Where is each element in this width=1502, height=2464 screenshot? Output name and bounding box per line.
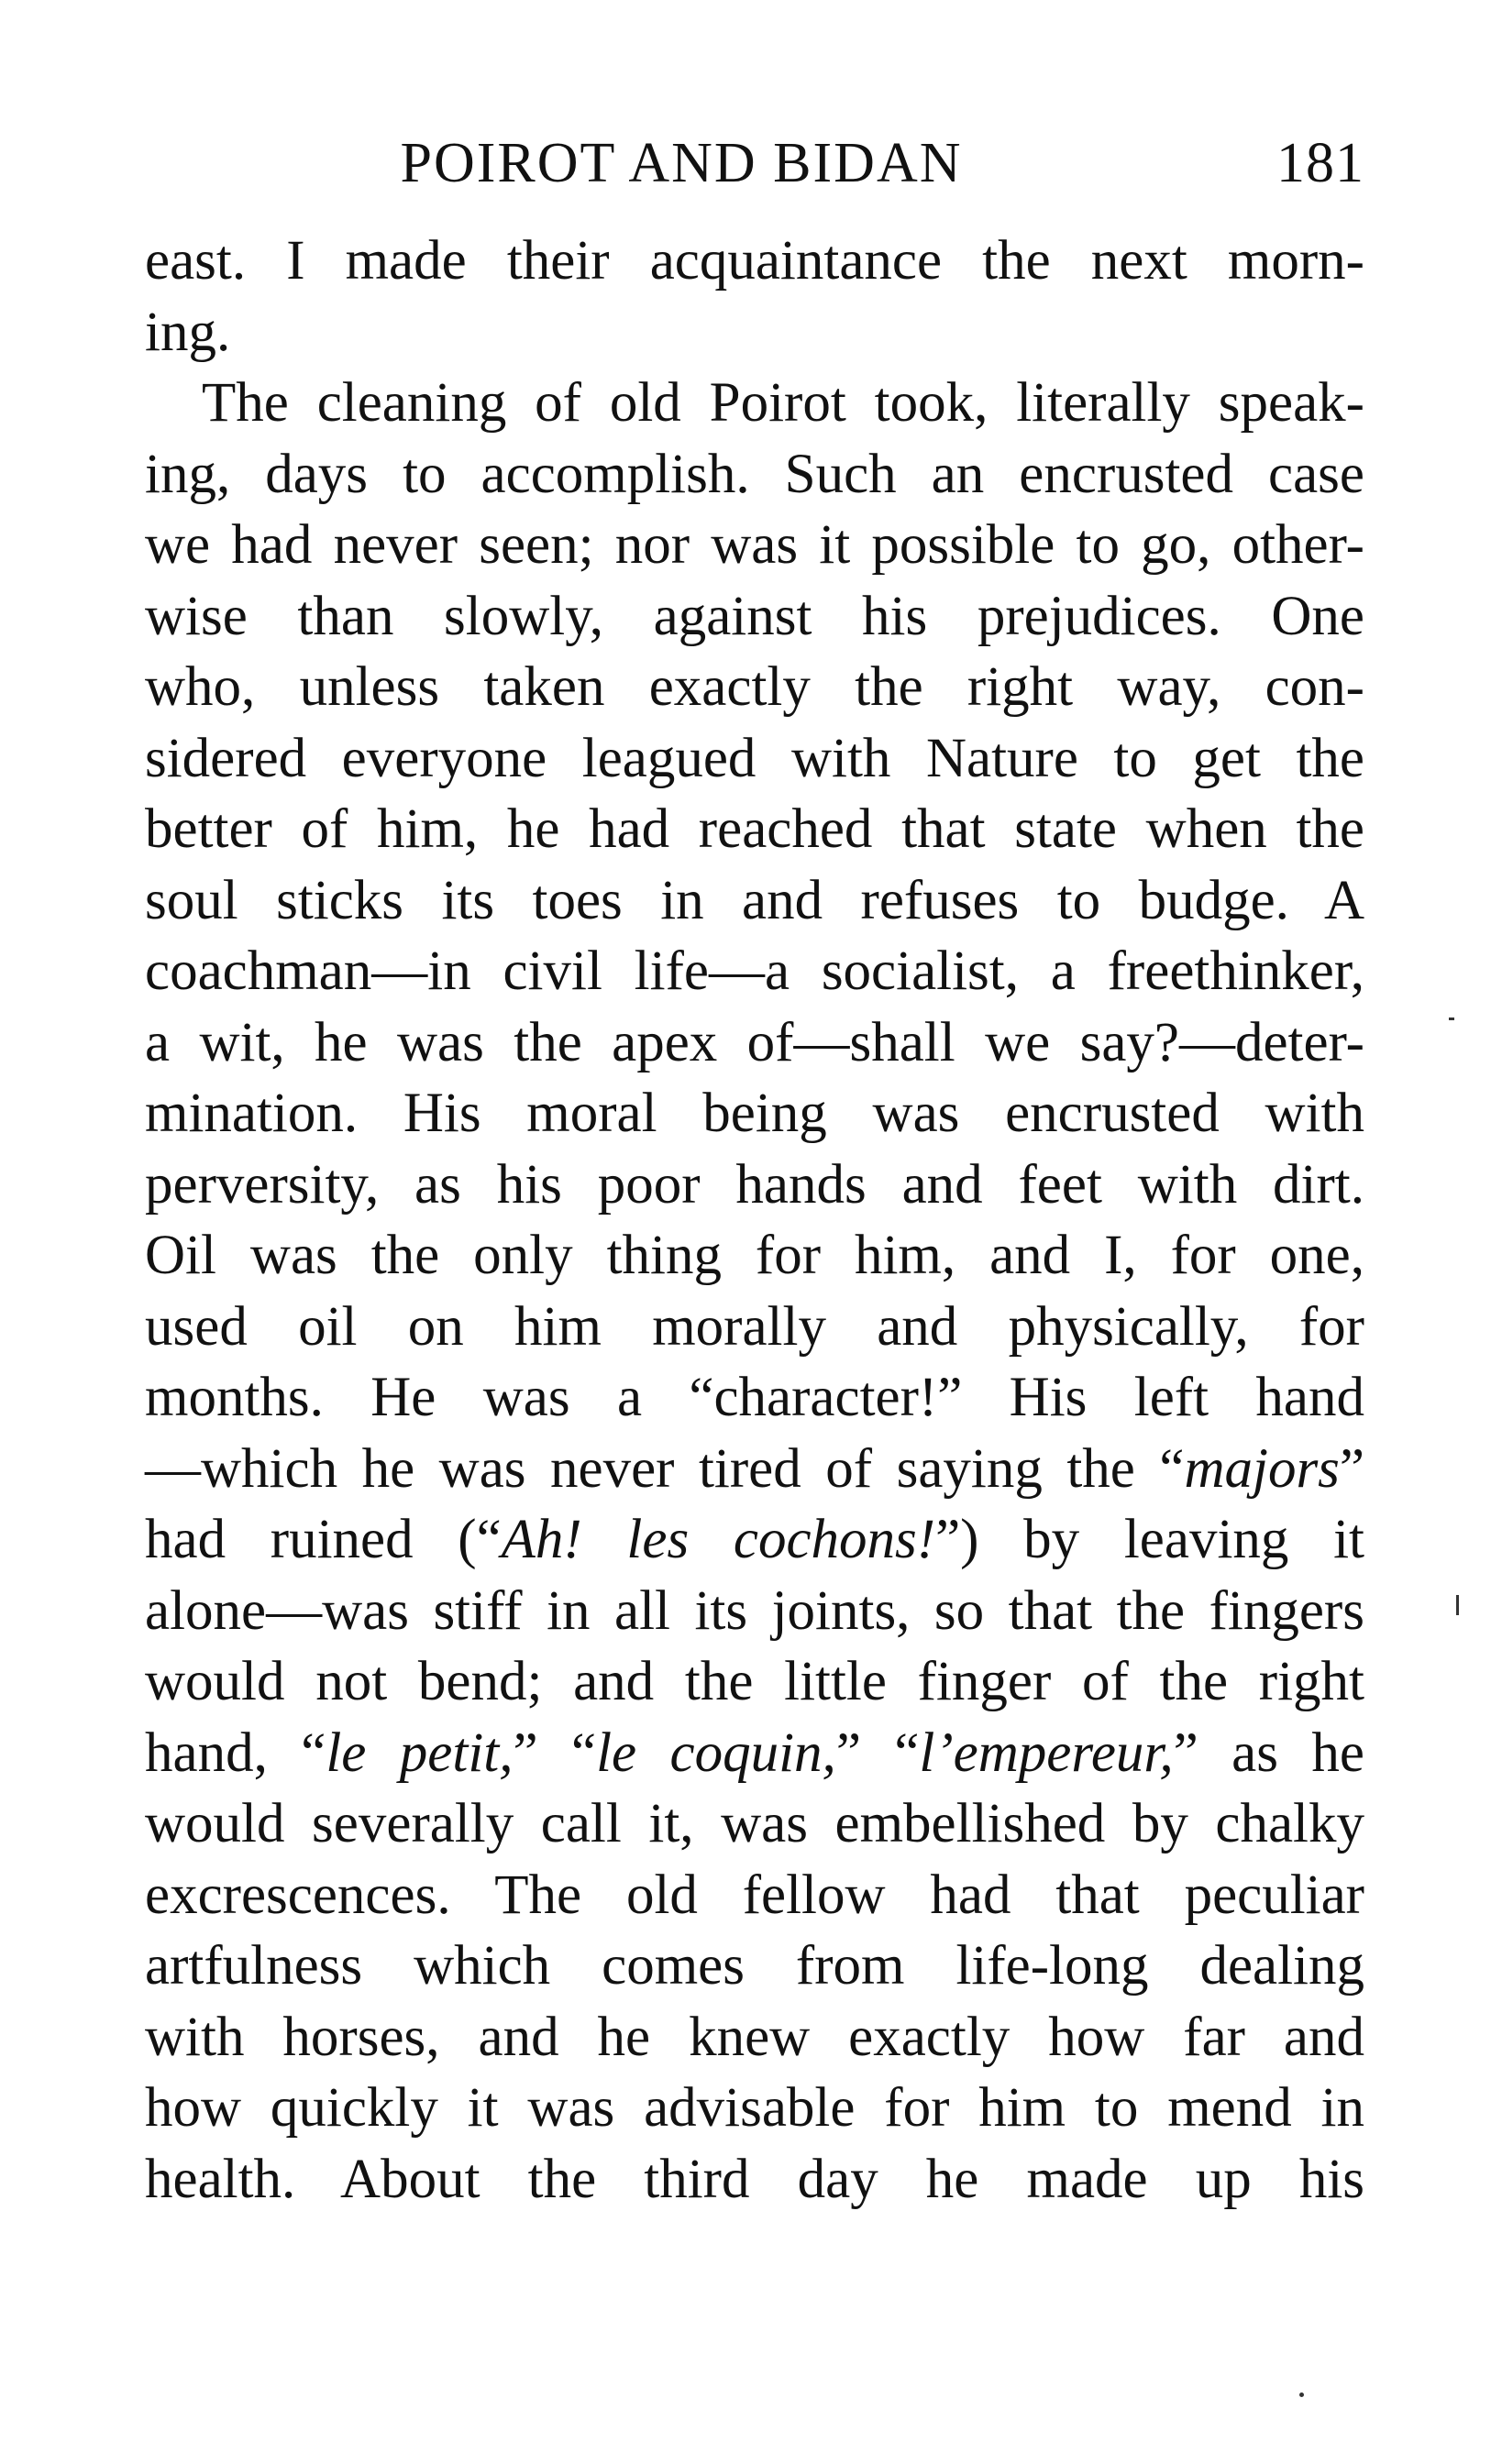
text-segment: —which he was never tired of saying the “: [145, 1437, 1185, 1500]
text-line: [145, 1504, 1364, 1576]
italic-text: majors: [1184, 1437, 1340, 1500]
body-text: [145, 226, 1364, 2215]
text-line: we had never seen; nor was it possible to go, other-: [145, 514, 1364, 576]
italic-text: Ah! les cochons!: [501, 1509, 936, 1570]
text-line: health. About the third day he made up his: [145, 2148, 1364, 2210]
running-title: POIROT AND BIDAN: [400, 132, 963, 194]
text-line: wise than slowly, against his prejudices. One: [145, 585, 1364, 647]
text-segment: ”: [1339, 1437, 1364, 1500]
text-line: used oil on him morally and physically, for: [145, 1295, 1364, 1358]
page-number: 181: [1276, 132, 1364, 194]
text-line: how quickly it was advisable for him to mend in: [145, 2077, 1364, 2139]
text-line: east. I made their acquaintance the next morn-: [145, 230, 1364, 292]
text-line: would severally call it, was embellished by chalky: [145, 1793, 1364, 1854]
text-line: Oil was the only thing for him, and I, for one,: [145, 1225, 1364, 1286]
text-line: with horses, and he knew exactly how far and: [145, 2006, 1364, 2068]
text-line: would not bend; and the little finger of the right: [145, 1651, 1364, 1712]
italic-text: le coquin,: [596, 1722, 836, 1784]
text-line: [145, 1434, 1364, 1505]
print-speck: [1449, 1018, 1454, 1020]
text-line: The cleaning of old Poirot took, literally speak-: [202, 372, 1364, 434]
text-line: [145, 1718, 1364, 1789]
text-segment: ”) by leaving it: [935, 1509, 1364, 1570]
text-segment: hand, “: [145, 1722, 326, 1784]
text-line: coachman—in civil life—a socialist, a freethinker,: [145, 940, 1364, 1002]
print-speck: [1299, 2392, 1304, 2397]
text-line: excrescences. The old fellow had that peculiar: [145, 1864, 1364, 1926]
text-line: artfulness which comes from life-long dealing: [145, 1935, 1364, 1996]
italic-text: le petit,: [326, 1722, 514, 1784]
text-line: mination. His moral being was encrusted with: [145, 1083, 1364, 1144]
text-line: alone—was stiff in all its joints, so that the fingers: [145, 1579, 1364, 1642]
text-line: soul sticks its toes in and refuses to budge. A: [145, 869, 1364, 931]
text-line: months. He was a “character!” His left hand: [145, 1367, 1364, 1428]
text-line: ing.: [145, 301, 231, 363]
text-segment: ” “: [513, 1722, 597, 1784]
text-line: ing, days to accomplish. Such an encrusted case: [145, 443, 1364, 505]
text-segment: ” “: [835, 1722, 920, 1784]
text-line: sidered everyone leagued with Nature to get the: [145, 727, 1364, 789]
page-header: [145, 119, 1364, 207]
text-line: a wit, he was the apex of—shall we say?—deter-: [145, 1011, 1364, 1073]
text-line: who, unless taken exactly the right way, con-: [145, 656, 1364, 718]
print-speck: [1456, 1595, 1459, 1615]
text-line: perversity, as his poor hands and feet with dirt.: [145, 1153, 1364, 1216]
text-segment: had ruined (“: [145, 1509, 502, 1570]
text-line: better of him, he had reached that state when the: [145, 798, 1364, 860]
text-segment: ” as he: [1173, 1722, 1364, 1784]
book-page: [145, 119, 1364, 2215]
italic-text: l’empereur,: [919, 1722, 1174, 1784]
